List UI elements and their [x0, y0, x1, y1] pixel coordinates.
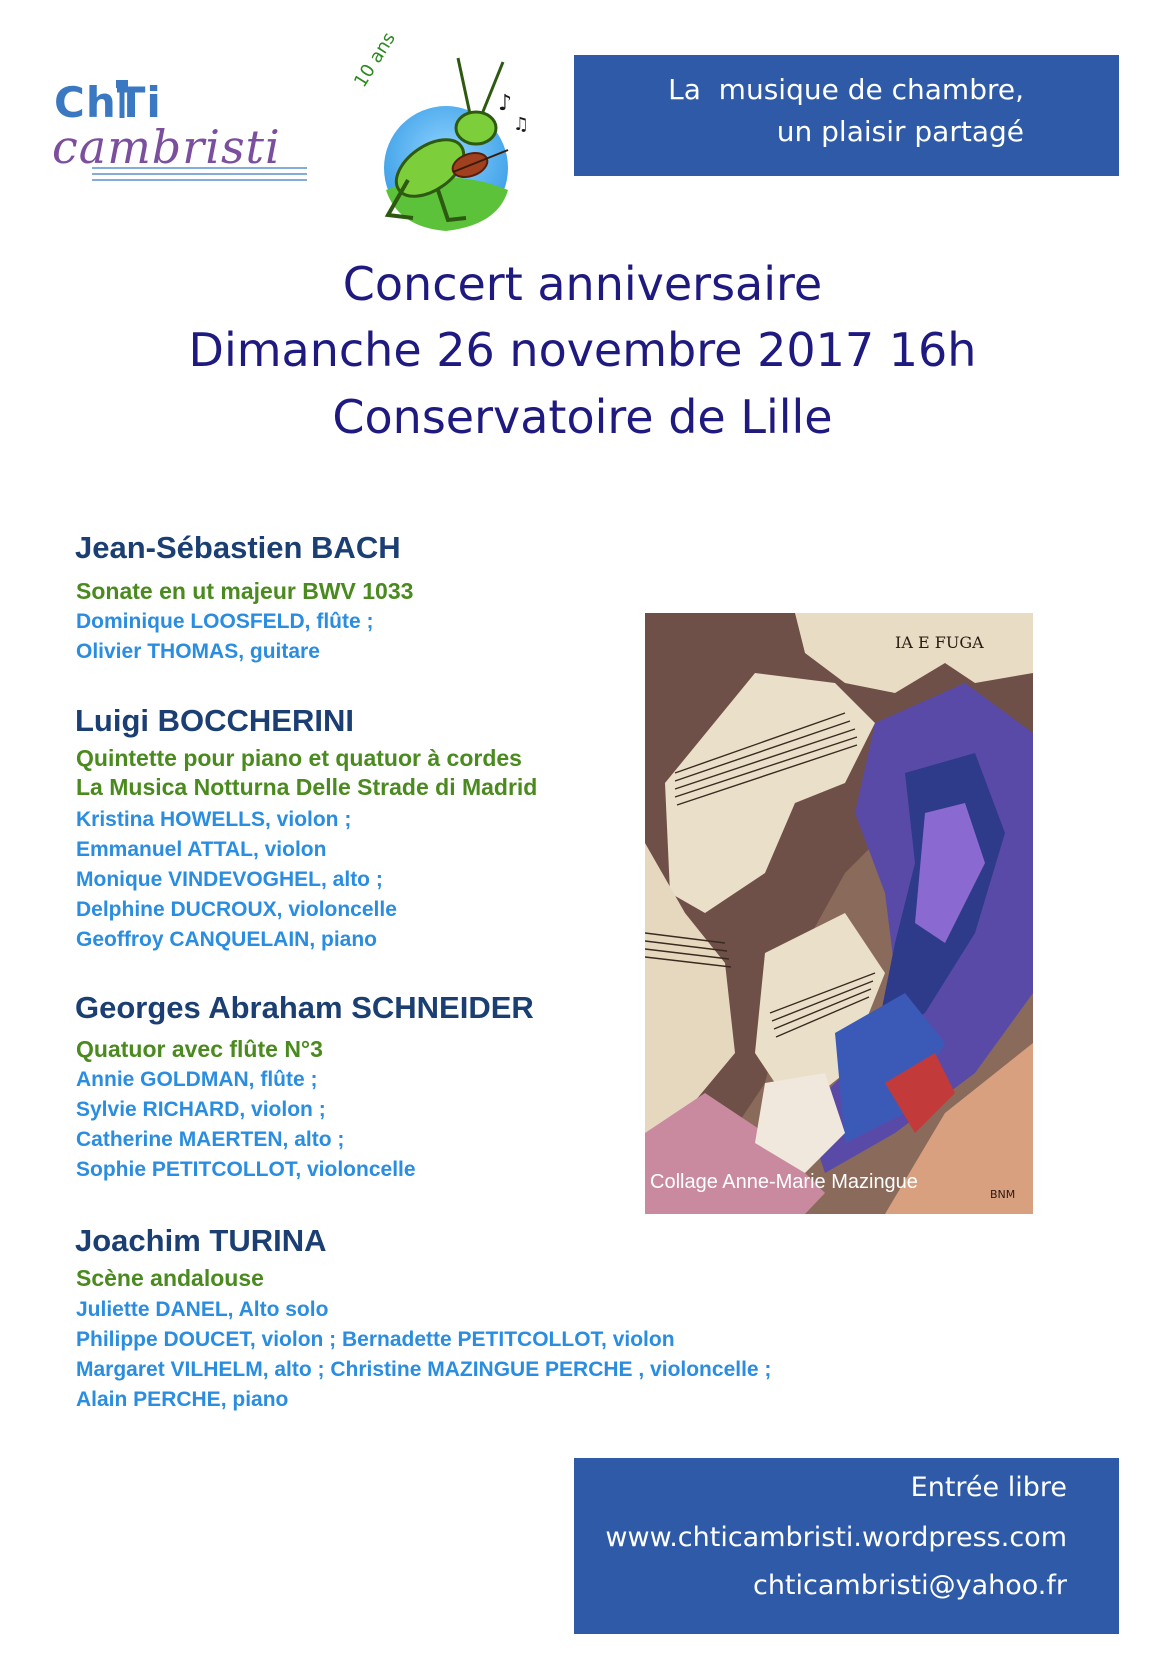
performer: Dominique LOOSFELD, flûte ; [76, 610, 374, 633]
composer-name: Joachim TURINA [75, 1223, 327, 1258]
performer: Emmanuel ATTAL, violon [76, 838, 327, 861]
performer: Kristina HOWELLS, violon ; [76, 808, 352, 831]
collage-sheet-text: IA E FUGA [895, 633, 984, 652]
bottom-banner [574, 1458, 1119, 1634]
performer: Catherine MAERTEN, alto ; [76, 1128, 345, 1151]
performer: Sophie PETITCOLLOT, violoncelle [76, 1158, 416, 1181]
chti-cambristi-logo [52, 78, 322, 188]
banner-tagline-2: un plaisir partagé [776, 115, 1024, 148]
performer: Philippe DOUCET, violon ; Bernadette PETITCOLLOT, violon [76, 1328, 675, 1351]
collage-image [645, 613, 1033, 1214]
work-title: Sonate en ut majeur BWV 1033 [76, 578, 414, 604]
work-title: Quintette pour piano et quatuor à cordes [76, 745, 522, 771]
performer: Olivier THOMAS, guitare [76, 640, 320, 663]
logo-cambristi-text: cambristi [52, 120, 281, 174]
badge-label: 10 ans [350, 28, 400, 92]
performer: Delphine DUCROUX, violoncelle [76, 898, 397, 921]
svg-text:♫: ♫ [513, 114, 530, 135]
grasshopper-badge [350, 28, 558, 235]
performer: Monique VINDEVOGHEL, alto ; [76, 868, 383, 891]
svg-text:♪: ♪ [498, 91, 513, 116]
email-link[interactable]: chticambristi@yahoo.fr [752, 1570, 1067, 1601]
logo-chti-text: ChTi [54, 78, 162, 127]
performer: Sylvie RICHARD, violon ; [76, 1098, 326, 1121]
performer: Juliette DANEL, Alto solo [76, 1298, 329, 1321]
work-title: La Musica Notturna Delle Strade di Madrid [76, 774, 538, 800]
performer: Margaret VILHELM, alto ; Christine MAZINGUE PERCHE , violoncelle ; [76, 1358, 772, 1381]
collage-credit: Collage Anne-Marie Mazingue [650, 1171, 918, 1193]
collage-artwork [645, 613, 1033, 1214]
title-date: Dimanche 26 novembre 2017 16h [188, 323, 977, 377]
composer-name: Georges Abraham SCHNEIDER [75, 990, 534, 1025]
composer-name: Luigi BOCCHERINI [75, 703, 354, 738]
top-banner [574, 55, 1119, 176]
title-event: Concert anniversaire [342, 257, 823, 311]
free-entry-label: Entrée libre [910, 1472, 1067, 1503]
performer: Geoffroy CANQUELAIN, piano [76, 928, 378, 951]
composer-name: Jean-Sébastien BACH [75, 530, 401, 565]
collage-signature: BNM [990, 1188, 1016, 1201]
title-venue: Conservatoire de Lille [332, 390, 833, 444]
performer: Alain PERCHE, piano [76, 1388, 289, 1411]
performer: Annie GOLDMAN, flûte ; [76, 1068, 318, 1091]
grasshopper-violin-icon [358, 50, 558, 235]
work-title: Quatuor avec flûte N°3 [76, 1036, 323, 1062]
website-link[interactable]: www.chticambristi.wordpress.com [605, 1522, 1067, 1553]
work-title: Scène andalouse [76, 1265, 264, 1291]
banner-tagline-1: La musique de chambre, [668, 73, 1024, 106]
